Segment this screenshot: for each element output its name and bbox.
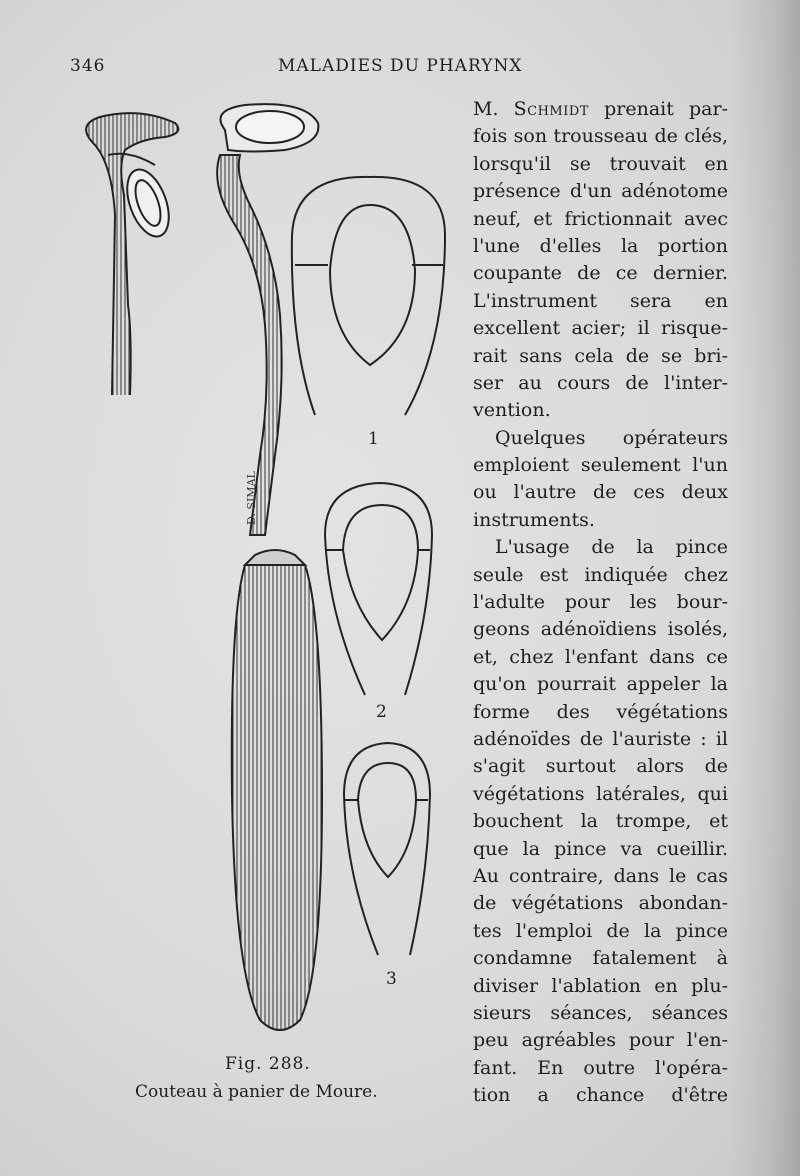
text-line: emploient seulement l'un (473, 454, 728, 477)
text-line: l'adulte pour les bour- (473, 591, 728, 614)
figure-288 (60, 95, 470, 1055)
text-line: geons adénoïdiens isolés, (473, 618, 728, 641)
figure-number: Fig. 288. (225, 1054, 311, 1074)
text-line: bouchent la trompe, et (473, 810, 728, 833)
loop-2 (325, 483, 432, 695)
text-line: tes l'emploi de la pince (473, 919, 728, 942)
text-line: instruments. (473, 508, 595, 531)
text-line: adénoïdes de l'auriste : il (473, 727, 728, 750)
loop-label-1: 1 (368, 429, 379, 449)
running-title: MALADIES DU PHARYNX (278, 56, 523, 76)
text-line: ou l'autre de ces deux (473, 481, 728, 504)
page-header (70, 56, 730, 80)
text-line: de végétations abondan- (473, 892, 728, 915)
instrument-detail-view (86, 113, 178, 395)
text-line: diviser l'ablation en plu- (473, 974, 728, 997)
loop-label-3: 3 (386, 969, 397, 989)
text-line: fant. En outre l'opéra- (473, 1056, 728, 1079)
text-line: L'instrument sera en (473, 289, 728, 312)
figure-caption: Couteau à panier de Moure. (135, 1082, 378, 1102)
text-line: forme des végétations (473, 700, 728, 723)
text-line: excellent acier; il risque- (473, 317, 728, 340)
text-line: neuf, et frictionnait avec (473, 207, 728, 230)
text-line: sieurs séances, séances (473, 1001, 728, 1024)
text-line: M. Schmidt prenait par- (473, 98, 728, 120)
main-knife (217, 104, 322, 1030)
text-line: condamne fatalement à (473, 947, 728, 970)
text-line: présence d'un adénotome (473, 180, 728, 203)
text-line: Au contraire, dans le cas (473, 864, 728, 887)
text-line: végétations latérales, qui (473, 782, 728, 805)
text-line: tion a chance d'être (473, 1084, 728, 1107)
text-line: que la pince va cueillir. (473, 837, 728, 860)
page-edge-shadow (730, 0, 800, 1176)
loop-1 (292, 177, 445, 415)
text-line: fois son trousseau de clés, (473, 125, 728, 148)
loop-3 (344, 743, 430, 955)
text-line: s'agit surtout alors de (473, 755, 728, 778)
text-line: Quelques opérateurs (495, 426, 728, 449)
handle-engraving: D. SIMAL (245, 471, 258, 525)
text-line: seule est indiquée chez (473, 563, 728, 586)
text-line: rait sans cela de se bri- (473, 344, 728, 367)
adenotome-illustration (60, 95, 470, 1055)
text-line: coupante de ce dernier. (473, 262, 728, 285)
text-line: qu'on pourrait appeler la (473, 673, 728, 696)
text-line: et, chez l'enfant dans ce (473, 645, 728, 668)
text-line: L'usage de la pince (495, 536, 728, 559)
body-text-column (473, 96, 728, 1109)
text-line: lorsqu'il se trouvait en (473, 152, 728, 175)
text-line: peu agréables pour l'en- (473, 1029, 728, 1052)
loop-label-2: 2 (376, 702, 387, 722)
text-line: vention. (473, 399, 551, 422)
page-number: 346 (70, 56, 106, 76)
text-line: l'une d'elles la portion (473, 234, 728, 257)
text-line: ser au cours de l'inter- (473, 371, 728, 394)
